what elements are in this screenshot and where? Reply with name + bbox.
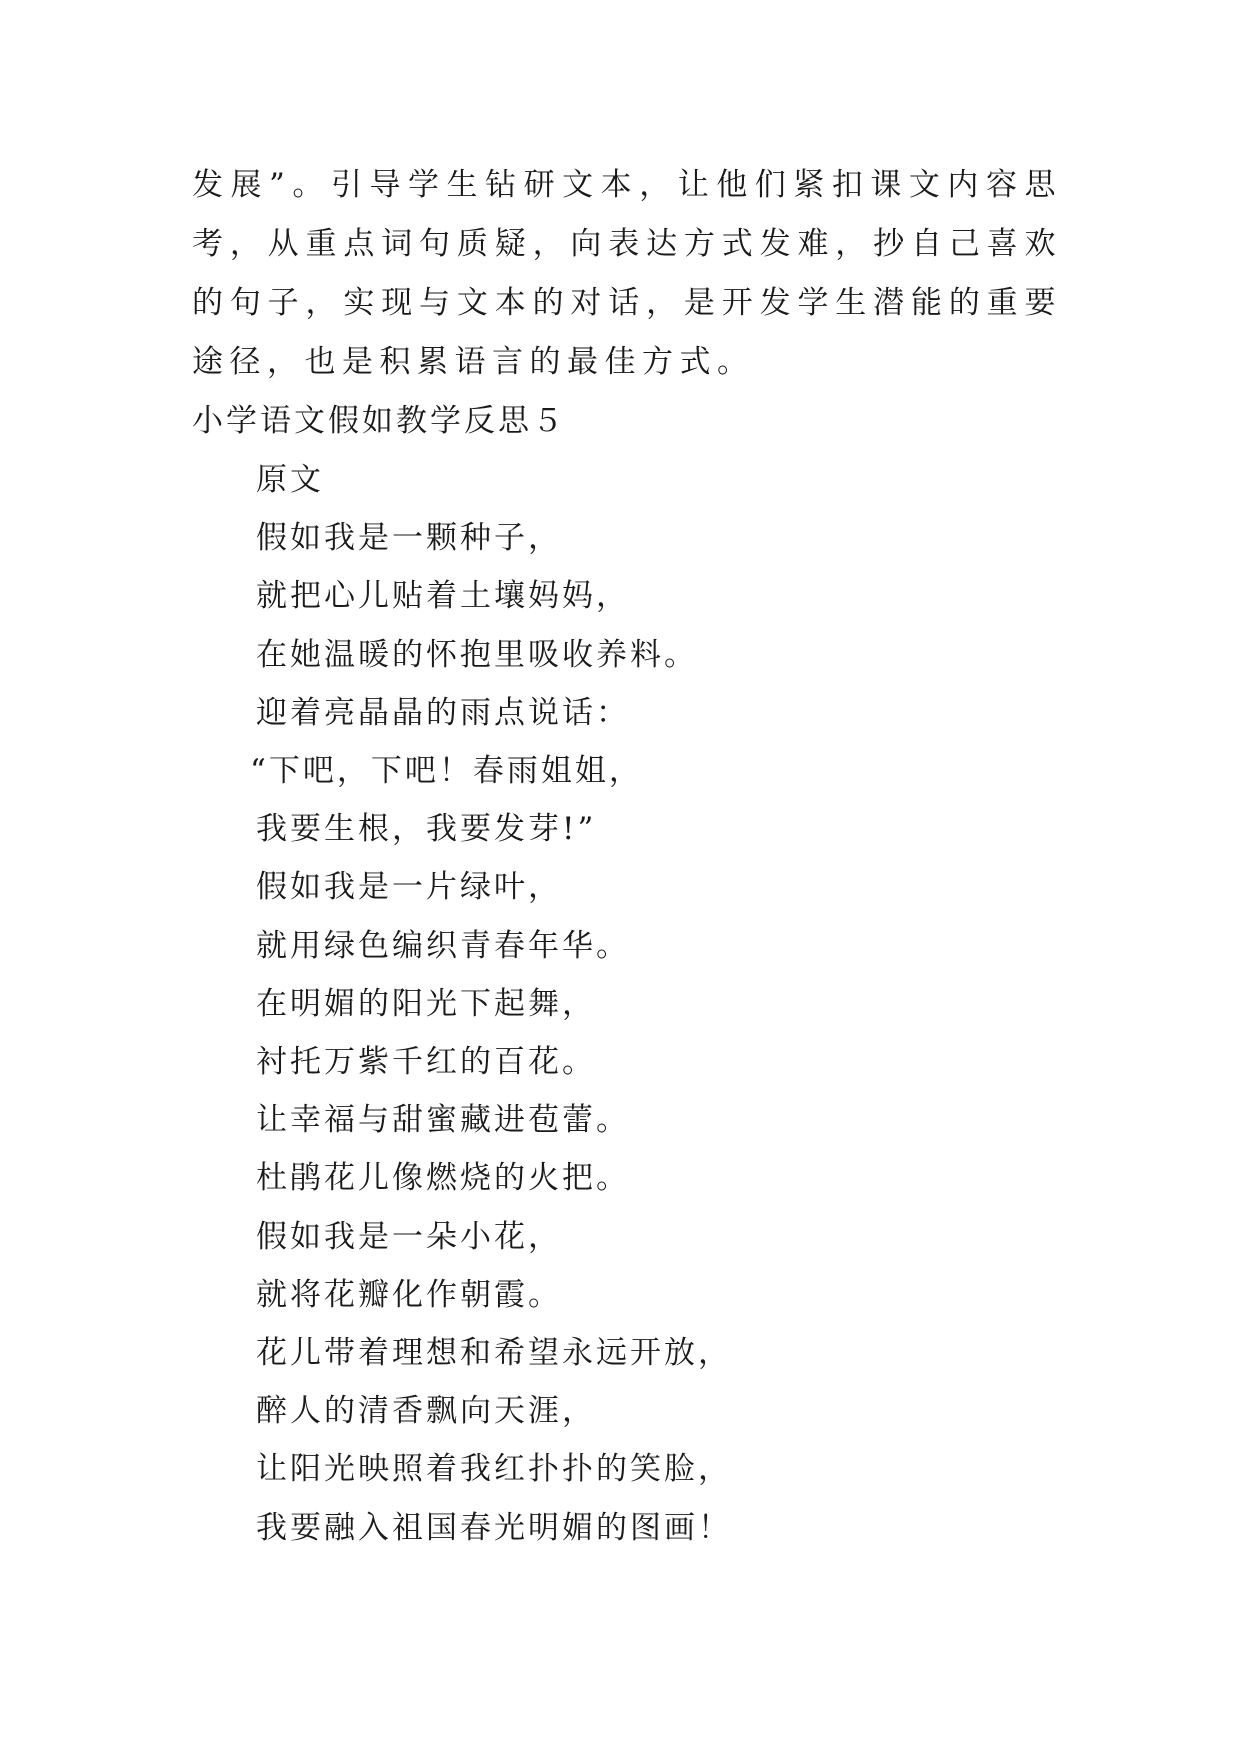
poem-line: 醉人的清香飘向天涯， xyxy=(256,1393,596,1430)
poem-line: 假如我是一颗种子， xyxy=(256,520,562,557)
document-body xyxy=(192,156,1062,1557)
poem-line: 杜鹃花儿像燃烧的火把。 xyxy=(256,1160,630,1197)
poem-line: 我要融入祖国春光明媚的图画！ xyxy=(256,1509,732,1546)
poem-line: 花儿带着理想和希望永远开放， xyxy=(256,1335,732,1372)
poem xyxy=(192,509,1062,1557)
poem-line: 就将花瓣化作朝霞。 xyxy=(256,1276,562,1313)
poem-line: 就把心儿贴着土壤妈妈， xyxy=(256,578,630,615)
original-label: 原文 xyxy=(256,462,324,498)
poem-line: 衬托万紫千红的百花。 xyxy=(256,1044,596,1081)
poem-line: 迎着亮晶晶的雨点说话： xyxy=(256,694,630,731)
poem-line: 假如我是一朵小花， xyxy=(256,1218,562,1255)
poem-line: 让幸福与甜蜜藏进苞蕾。 xyxy=(256,1102,630,1139)
intro-paragraph: 发展”。引导学生钻研文本，让他们紧扣课文内容思考，从重点词句质疑，向表达方式发难，抄自己喜欢的句子，实现与文本的对话，是开发学生潜能的重要途径，也是积累语言的最佳方式。 xyxy=(192,167,1062,380)
poem-line: 我要生根，我要发芽!” xyxy=(256,811,597,848)
section-title: 小学语文假如教学反思５ xyxy=(192,403,566,439)
poem-line: “下吧，下吧！春雨姐姐， xyxy=(250,753,643,790)
poem-line: 假如我是一片绿叶， xyxy=(256,869,562,906)
poem-line: 就用绿色编织青春年华。 xyxy=(256,927,630,964)
poem-line: 在她温暖的怀抱里吸收养料。 xyxy=(256,636,698,673)
poem-line: 让阳光映照着我红扑扑的笑脸， xyxy=(256,1451,732,1488)
poem-line: 在明媚的阳光下起舞， xyxy=(256,985,596,1022)
